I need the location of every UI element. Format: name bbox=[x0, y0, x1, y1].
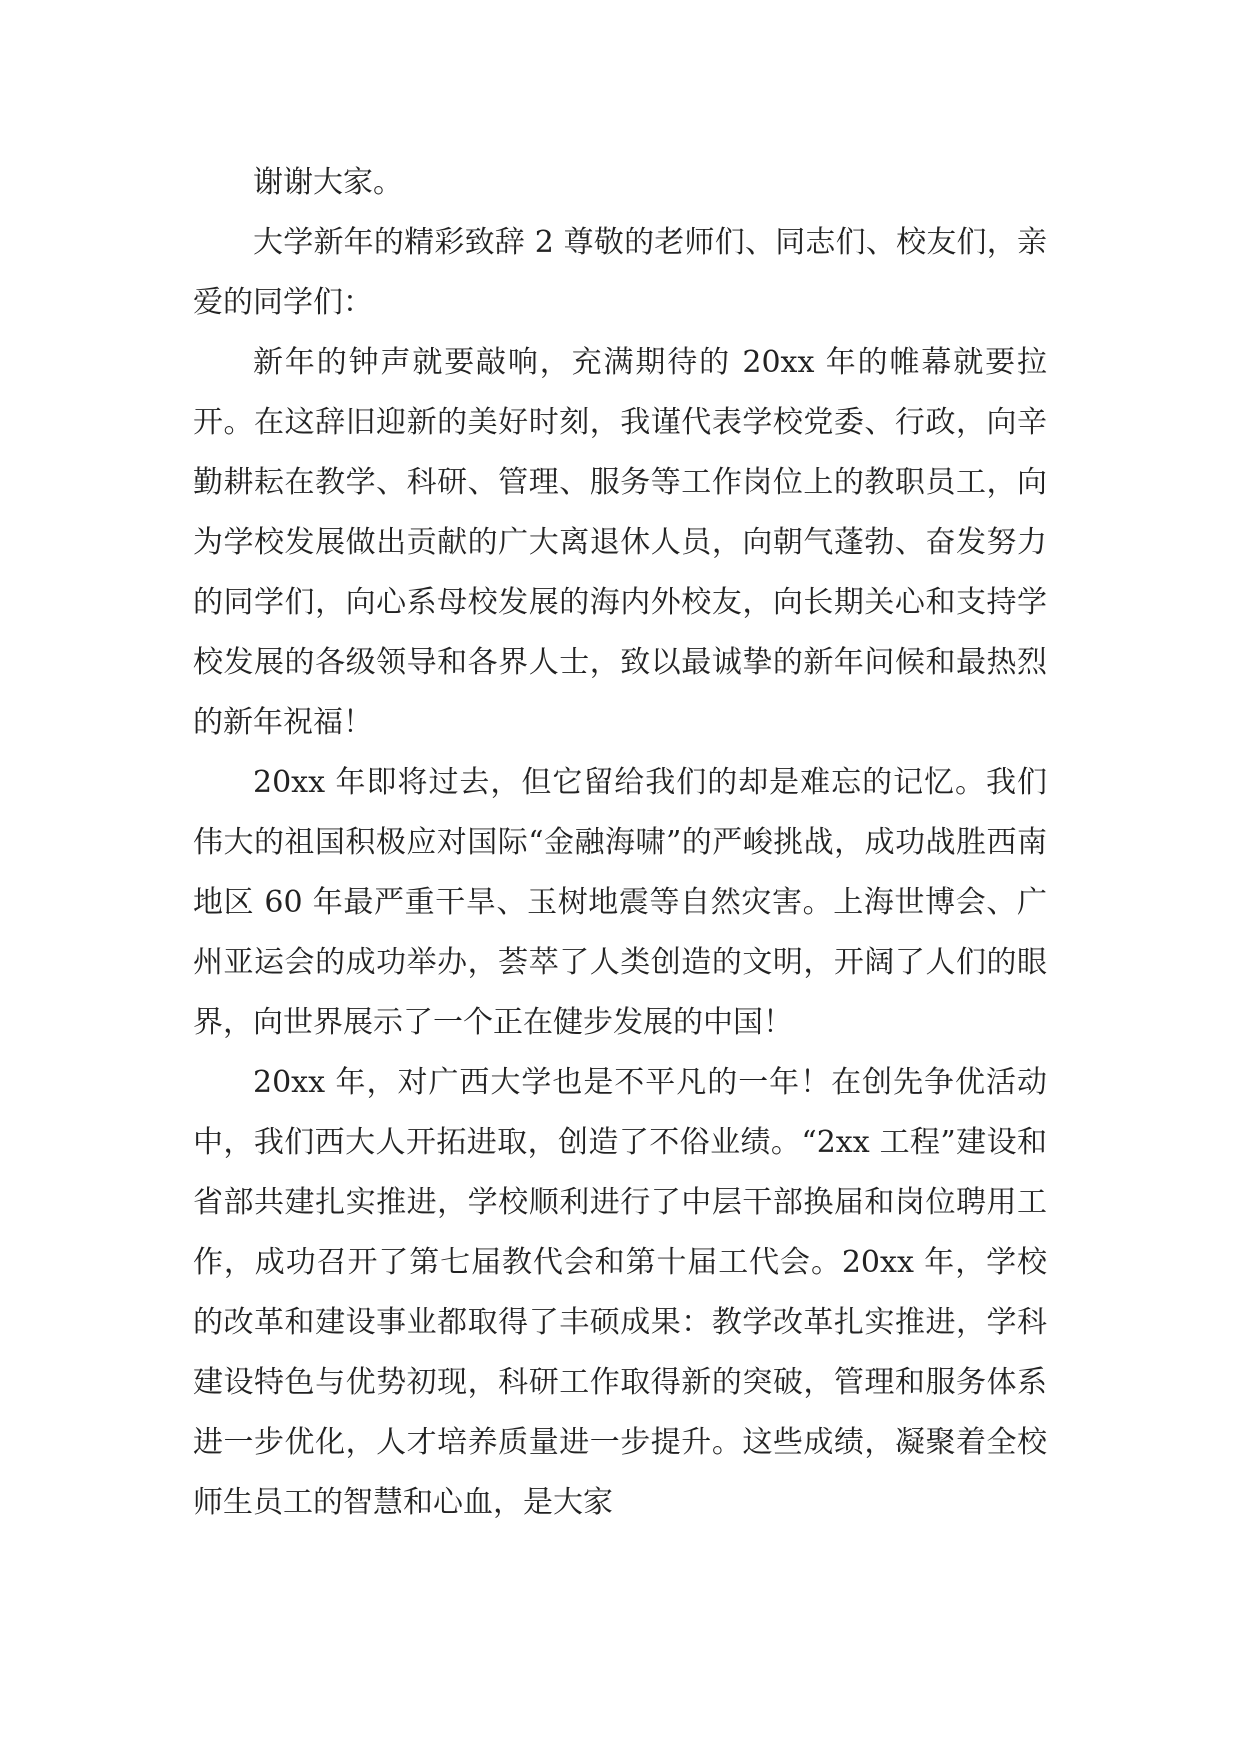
paragraph-closing-thanks: 谢谢大家。 bbox=[253, 165, 403, 200]
paragraph-speech-heading: 大学新年的精彩致辞 2 尊敬的老师们、同志们、校友们，亲爱的同学们： bbox=[193, 225, 1047, 320]
paragraph-university-review: 20xx 年，对广西大学也是不平凡的一年！在创先争优活动中，我们西大人开拓进取，创造了不俗业绩。“2xx 工程”建设和省部共建扎实推进，学校顺利进行了中层干部换届和岗位聘用工作，成功召开了第七届教代会和第十届工代会。20xx 年，学校的改革和建设事业都取得了丰硕成果：教学改革扎实推进，学科建设特色与优势初现，科研工作取得新的突破，管理和服务体系进一步优化，人才培养质量进一步提升。这些成绩，凝聚着全校师生员工的智慧和心血，是大家 bbox=[193, 1065, 1047, 1520]
paragraph-national-review: 20xx 年即将过去，但它留给我们的却是难忘的记忆。我们伟大的祖国积极应对国际“金融海啸”的严峻挑战，成功战胜西南地区 60 年最严重干旱、玉树地震等自然灾害。上海世博会、广州亚运会的成功举办，荟萃了人类创造的文明，开阔了人们的眼界，向世界展示了一个正在健步发展的中国！ bbox=[193, 765, 1047, 1040]
document-body bbox=[193, 153, 1047, 1533]
paragraph-new-year-greeting: 新年的钟声就要敲响，充满期待的 20xx 年的帷幕就要拉开。在这辞旧迎新的美好时刻，我谨代表学校党委、行政，向辛勤耕耘在教学、科研、管理、服务等工作岗位上的教职员工，向为学校发展做出贡献的广大离退休人员，向朝气蓬勃、奋发努力的同学们，向心系母校发展的海内外校友，向长期关心和支持学校发展的各级领导和各界人士，致以最诚挚的新年问候和最热烈的新年祝福！ bbox=[193, 345, 1047, 740]
